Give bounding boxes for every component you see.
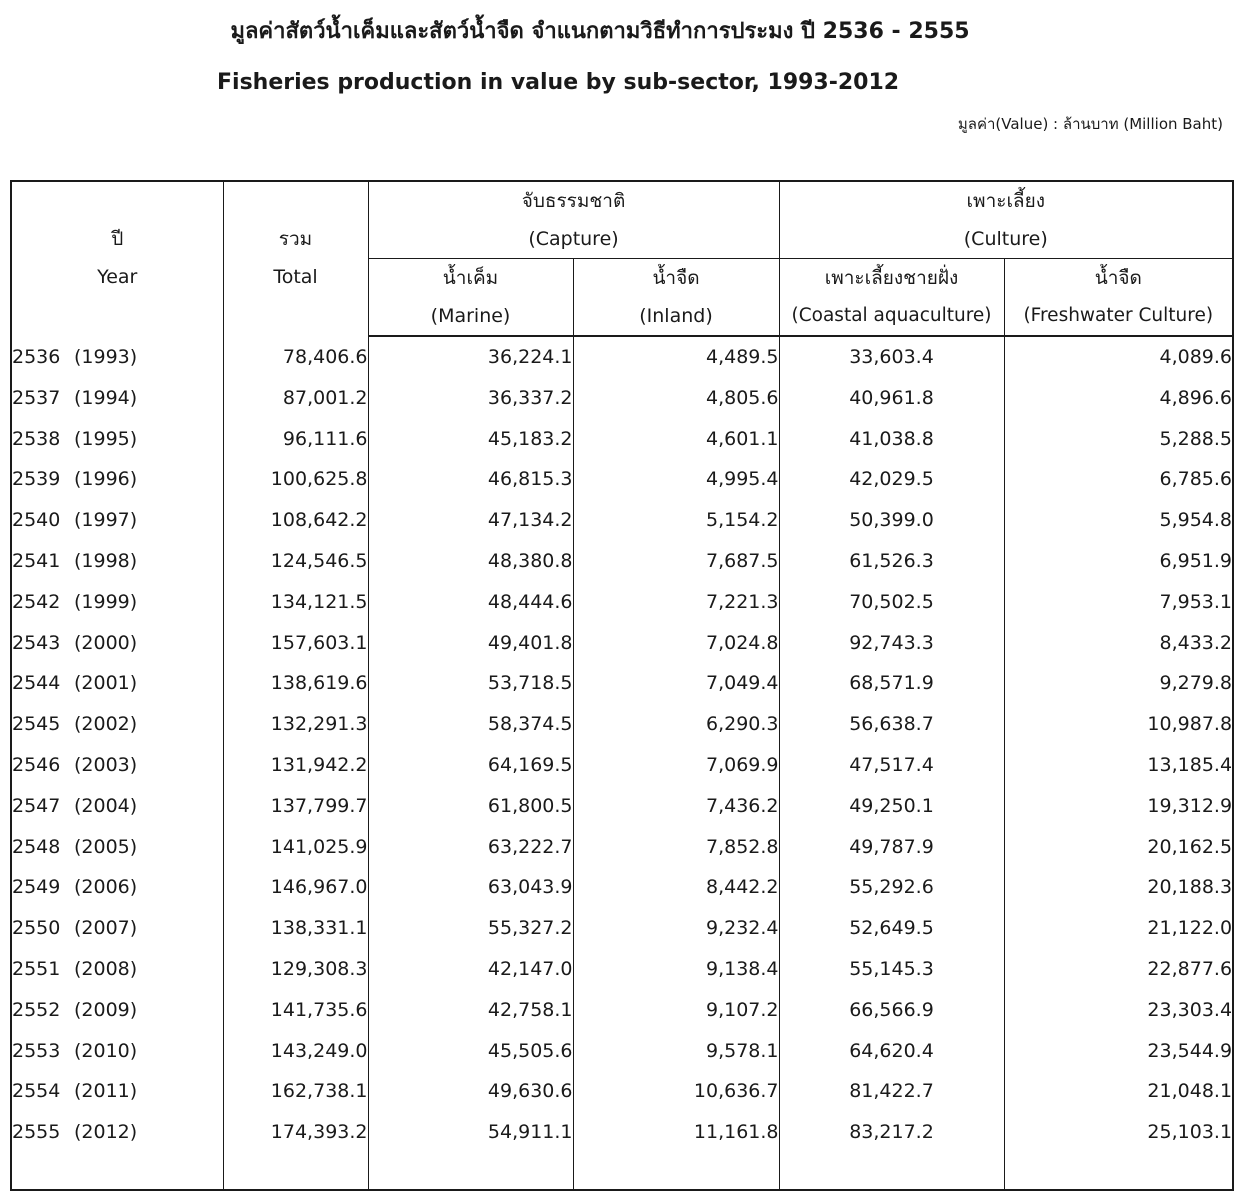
marine-cell: 58,374.5 xyxy=(368,704,573,745)
total-cell: 157,603.1 xyxy=(223,623,368,664)
coastal-cell: 64,620.4 xyxy=(779,1031,1004,1072)
table-row xyxy=(11,704,1233,745)
freshwater-cell: 23,303.4 xyxy=(1004,990,1233,1031)
marine-cell: 49,630.6 xyxy=(368,1071,573,1112)
year-ce: (1994) xyxy=(74,386,138,409)
culture-header-english: (Culture) xyxy=(779,220,1233,259)
year-cell xyxy=(11,704,223,745)
total-cell: 100,625.8 xyxy=(223,459,368,500)
coastal-cell: 66,566.9 xyxy=(779,990,1004,1031)
year-be: 2546 xyxy=(12,753,61,776)
freshwater-cell: 13,185.4 xyxy=(1004,745,1233,786)
freshwater-header-english: (Freshwater Culture) xyxy=(1004,297,1233,336)
year-ce: (1999) xyxy=(74,590,138,613)
year-ce: (2004) xyxy=(74,794,138,817)
total-cell: 129,308.3 xyxy=(223,949,368,990)
year-header-thai: ปี xyxy=(111,228,124,250)
marine-cell: 36,224.1 xyxy=(368,336,573,378)
marine-cell: 48,444.6 xyxy=(368,582,573,623)
table-row xyxy=(11,1112,1233,1153)
inland-header-english: (Inland) xyxy=(573,297,779,336)
freshwater-cell: 23,544.9 xyxy=(1004,1031,1233,1072)
marine-cell: 53,718.5 xyxy=(368,663,573,704)
total-header xyxy=(223,181,368,336)
total-cell: 132,291.3 xyxy=(223,704,368,745)
title-english: Fisheries production in value by sub-sector, 1993-2012 xyxy=(217,70,900,95)
freshwater-header-thai: น้ำจืด xyxy=(1004,259,1233,298)
total-header-english: Total xyxy=(273,266,318,288)
table-row xyxy=(11,663,1233,704)
year-header-english: Year xyxy=(97,266,138,288)
inland-cell: 7,024.8 xyxy=(573,623,779,664)
table-row xyxy=(11,867,1233,908)
total-cell: 87,001.2 xyxy=(223,378,368,419)
marine-cell: 46,815.3 xyxy=(368,459,573,500)
table-row xyxy=(11,419,1233,460)
coastal-cell: 92,743.3 xyxy=(779,623,1004,664)
year-ce: (2009) xyxy=(74,998,138,1021)
total-cell: 134,121.5 xyxy=(223,582,368,623)
freshwater-cell: 8,433.2 xyxy=(1004,623,1233,664)
year-cell xyxy=(11,663,223,704)
inland-cell: 9,232.4 xyxy=(573,908,779,949)
inland-cell: 6,290.3 xyxy=(573,704,779,745)
coastal-cell: 55,292.6 xyxy=(779,867,1004,908)
freshwater-cell: 7,953.1 xyxy=(1004,582,1233,623)
freshwater-cell: 20,162.5 xyxy=(1004,827,1233,868)
year-ce: (2003) xyxy=(74,753,138,776)
year-ce: (2002) xyxy=(74,713,138,736)
year-be: 2545 xyxy=(12,713,61,736)
table-row xyxy=(11,336,1233,378)
marine-cell: 54,911.1 xyxy=(368,1112,573,1153)
unit-note: มูลค่า(Value) : ล้านบาท (Million Baht) xyxy=(957,115,1223,133)
title-thai: มูลค่าสัตว์น้ำเค็มและสัตว์น้ำจืด จำแนกตามวิธีทำการประมง ปี 2536 - 2555 xyxy=(230,19,970,44)
freshwater-cell: 21,122.0 xyxy=(1004,908,1233,949)
year-be: 2539 xyxy=(12,468,61,491)
inland-cell: 7,852.8 xyxy=(573,827,779,868)
freshwater-cell: 9,279.8 xyxy=(1004,663,1233,704)
year-ce: (2000) xyxy=(74,631,138,654)
total-cell: 108,642.2 xyxy=(223,500,368,541)
year-be: 2541 xyxy=(12,549,61,572)
inland-cell: 8,442.2 xyxy=(573,867,779,908)
marine-cell: 45,505.6 xyxy=(368,1031,573,1072)
total-cell: 146,967.0 xyxy=(223,867,368,908)
marine-cell: 55,327.2 xyxy=(368,908,573,949)
table-row xyxy=(11,541,1233,582)
inland-cell: 7,687.5 xyxy=(573,541,779,582)
year-be: 2555 xyxy=(12,1121,61,1144)
total-cell: 138,619.6 xyxy=(223,663,368,704)
marine-header-english: (Marine) xyxy=(368,297,573,336)
capture-header-thai: จับธรรมชาติ xyxy=(368,181,779,220)
coastal-cell: 49,250.1 xyxy=(779,786,1004,827)
table-row xyxy=(11,500,1233,541)
year-be: 2542 xyxy=(12,590,61,613)
coastal-cell: 50,399.0 xyxy=(779,500,1004,541)
inland-cell: 5,154.2 xyxy=(573,500,779,541)
inland-cell: 11,161.8 xyxy=(573,1112,779,1153)
freshwater-cell: 5,954.8 xyxy=(1004,500,1233,541)
year-cell xyxy=(11,378,223,419)
year-be: 2543 xyxy=(12,631,61,654)
year-cell xyxy=(11,949,223,990)
coastal-header-english: (Coastal aquaculture) xyxy=(779,297,1004,336)
coastal-cell: 41,038.8 xyxy=(779,419,1004,460)
marine-cell: 63,043.9 xyxy=(368,867,573,908)
total-cell: 141,025.9 xyxy=(223,827,368,868)
marine-cell: 48,380.8 xyxy=(368,541,573,582)
total-cell: 141,735.6 xyxy=(223,990,368,1031)
coastal-header-thai: เพาะเลี้ยงชายฝั่ง xyxy=(779,259,1004,298)
year-ce: (1995) xyxy=(74,427,138,450)
freshwater-cell: 6,951.9 xyxy=(1004,541,1233,582)
inland-header-thai: น้ำจืด xyxy=(573,259,779,298)
year-cell xyxy=(11,1031,223,1072)
freshwater-cell: 22,877.6 xyxy=(1004,949,1233,990)
year-be: 2537 xyxy=(12,386,61,409)
year-cell xyxy=(11,459,223,500)
total-cell: 137,799.7 xyxy=(223,786,368,827)
year-cell xyxy=(11,990,223,1031)
marine-cell: 61,800.5 xyxy=(368,786,573,827)
marine-header-thai: น้ำเค็ม xyxy=(368,259,573,298)
freshwater-cell: 25,103.1 xyxy=(1004,1112,1233,1153)
year-cell xyxy=(11,582,223,623)
year-ce: (1998) xyxy=(74,549,138,572)
marine-cell: 64,169.5 xyxy=(368,745,573,786)
coastal-cell: 42,029.5 xyxy=(779,459,1004,500)
capture-header-english: (Capture) xyxy=(368,220,779,259)
year-be: 2554 xyxy=(12,1080,61,1103)
year-cell xyxy=(11,867,223,908)
freshwater-cell: 20,188.3 xyxy=(1004,867,1233,908)
year-be: 2552 xyxy=(12,998,61,1021)
year-cell xyxy=(11,908,223,949)
freshwater-cell: 21,048.1 xyxy=(1004,1071,1233,1112)
freshwater-cell: 5,288.5 xyxy=(1004,419,1233,460)
total-cell: 138,331.1 xyxy=(223,908,368,949)
year-cell xyxy=(11,623,223,664)
table-row xyxy=(11,786,1233,827)
inland-cell: 9,138.4 xyxy=(573,949,779,990)
marine-cell: 42,758.1 xyxy=(368,990,573,1031)
table-row xyxy=(11,1071,1233,1112)
table-spacer-row xyxy=(11,1153,1233,1190)
table-row xyxy=(11,582,1233,623)
coastal-cell: 33,603.4 xyxy=(779,336,1004,378)
table-row xyxy=(11,827,1233,868)
coastal-cell: 55,145.3 xyxy=(779,949,1004,990)
freshwater-cell: 4,089.6 xyxy=(1004,336,1233,378)
year-cell xyxy=(11,500,223,541)
inland-cell: 4,489.5 xyxy=(573,336,779,378)
inland-cell: 4,805.6 xyxy=(573,378,779,419)
year-cell xyxy=(11,1112,223,1153)
coastal-cell: 56,638.7 xyxy=(779,704,1004,745)
table-row xyxy=(11,990,1233,1031)
year-cell xyxy=(11,827,223,868)
inland-cell: 9,107.2 xyxy=(573,990,779,1031)
coastal-cell: 68,571.9 xyxy=(779,663,1004,704)
year-be: 2553 xyxy=(12,1039,61,1062)
table-row xyxy=(11,378,1233,419)
inland-cell: 7,221.3 xyxy=(573,582,779,623)
year-ce: (1993) xyxy=(74,345,138,368)
marine-cell: 42,147.0 xyxy=(368,949,573,990)
year-be: 2538 xyxy=(12,427,61,450)
fisheries-value-table xyxy=(10,180,1234,1191)
year-be: 2550 xyxy=(12,917,61,940)
total-cell: 174,393.2 xyxy=(223,1112,368,1153)
culture-header-thai: เพาะเลี้ยง xyxy=(779,181,1233,220)
coastal-cell: 47,517.4 xyxy=(779,745,1004,786)
coastal-cell: 83,217.2 xyxy=(779,1112,1004,1153)
marine-cell: 49,401.8 xyxy=(368,623,573,664)
year-ce: (2001) xyxy=(74,672,138,695)
year-ce: (2007) xyxy=(74,917,138,940)
total-header-thai: รวม xyxy=(278,228,313,250)
total-cell: 131,942.2 xyxy=(223,745,368,786)
year-header xyxy=(11,181,223,336)
year-ce: (1997) xyxy=(74,509,138,532)
total-cell: 96,111.6 xyxy=(223,419,368,460)
year-cell xyxy=(11,1071,223,1112)
table-row xyxy=(11,949,1233,990)
total-cell: 162,738.1 xyxy=(223,1071,368,1112)
year-be: 2544 xyxy=(12,672,61,695)
inland-cell: 7,436.2 xyxy=(573,786,779,827)
year-ce: (2010) xyxy=(74,1039,138,1062)
marine-cell: 47,134.2 xyxy=(368,500,573,541)
inland-cell: 4,601.1 xyxy=(573,419,779,460)
coastal-cell: 61,526.3 xyxy=(779,541,1004,582)
table-row xyxy=(11,745,1233,786)
freshwater-cell: 6,785.6 xyxy=(1004,459,1233,500)
year-be: 2540 xyxy=(12,509,61,532)
coastal-cell: 49,787.9 xyxy=(779,827,1004,868)
year-be: 2548 xyxy=(12,835,61,858)
year-ce: (2006) xyxy=(74,876,138,899)
marine-cell: 45,183.2 xyxy=(368,419,573,460)
table-body xyxy=(11,336,1233,1190)
coastal-cell: 40,961.8 xyxy=(779,378,1004,419)
inland-cell: 7,049.4 xyxy=(573,663,779,704)
year-cell xyxy=(11,419,223,460)
inland-cell: 10,636.7 xyxy=(573,1071,779,1112)
total-cell: 124,546.5 xyxy=(223,541,368,582)
year-be: 2551 xyxy=(12,957,61,980)
coastal-cell: 52,649.5 xyxy=(779,908,1004,949)
table-row xyxy=(11,623,1233,664)
marine-cell: 36,337.2 xyxy=(368,378,573,419)
total-cell: 143,249.0 xyxy=(223,1031,368,1072)
freshwater-cell: 4,896.6 xyxy=(1004,378,1233,419)
freshwater-cell: 19,312.9 xyxy=(1004,786,1233,827)
inland-cell: 9,578.1 xyxy=(573,1031,779,1072)
table-row xyxy=(11,459,1233,500)
year-ce: (1996) xyxy=(74,468,138,491)
coastal-cell: 70,502.5 xyxy=(779,582,1004,623)
year-be: 2547 xyxy=(12,794,61,817)
year-cell xyxy=(11,541,223,582)
year-cell xyxy=(11,786,223,827)
table-row xyxy=(11,908,1233,949)
inland-cell: 7,069.9 xyxy=(573,745,779,786)
year-ce: (2005) xyxy=(74,835,138,858)
year-be: 2549 xyxy=(12,876,61,899)
year-ce: (2011) xyxy=(74,1080,138,1103)
year-ce: (2012) xyxy=(74,1121,138,1144)
freshwater-cell: 10,987.8 xyxy=(1004,704,1233,745)
table-row xyxy=(11,1031,1233,1072)
year-cell xyxy=(11,336,223,378)
coastal-cell: 81,422.7 xyxy=(779,1071,1004,1112)
marine-cell: 63,222.7 xyxy=(368,827,573,868)
year-ce: (2008) xyxy=(74,957,138,980)
inland-cell: 4,995.4 xyxy=(573,459,779,500)
year-cell xyxy=(11,745,223,786)
year-be: 2536 xyxy=(12,345,61,368)
total-cell: 78,406.6 xyxy=(223,336,368,378)
